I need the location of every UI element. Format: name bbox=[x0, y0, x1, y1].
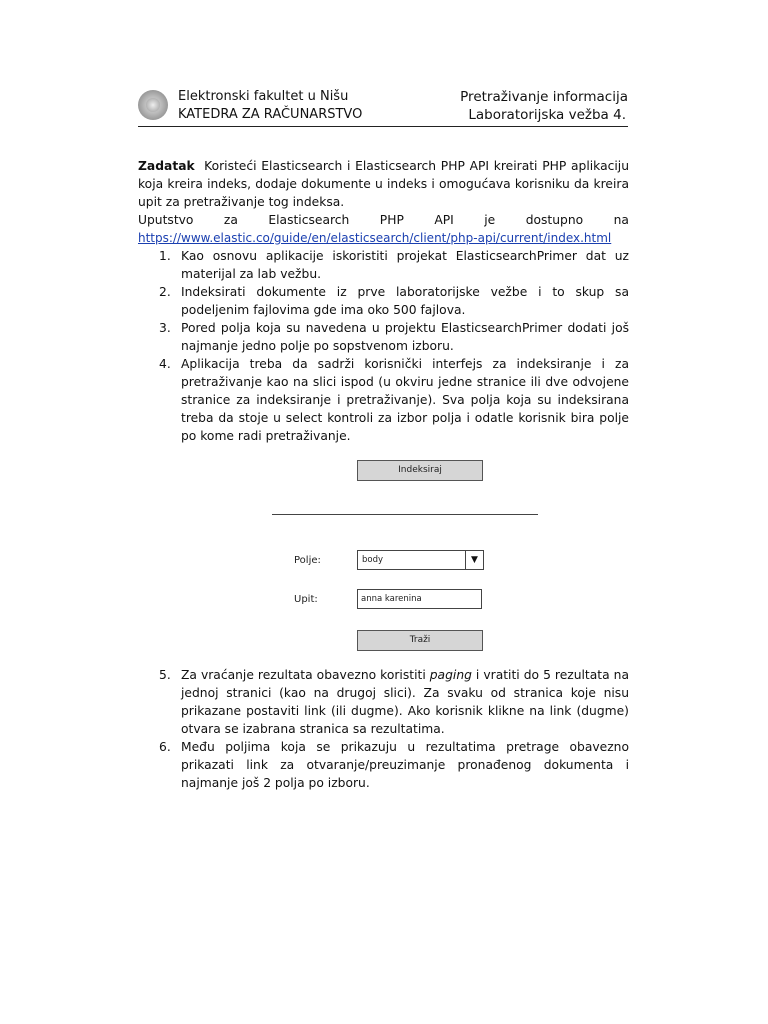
guide-word: na bbox=[613, 213, 629, 227]
guide-word: za bbox=[223, 213, 238, 227]
faculty-logo-icon bbox=[138, 90, 168, 120]
item-number: 4. bbox=[159, 357, 171, 371]
guide-line bbox=[138, 211, 629, 229]
item-text: Pored polja koja su navedena u projektu ElasticsearchPrimer dodati još najmanje jedno polje po sopstvenom izboru. bbox=[181, 321, 629, 353]
results-section bbox=[138, 666, 629, 792]
item-text-pre: Za vraćanje rezultata obavezno koristiti bbox=[181, 668, 430, 682]
search-button[interactable]: Traži bbox=[357, 630, 483, 651]
chevron-down-icon[interactable]: ▼ bbox=[465, 551, 483, 569]
guide-word: PHP bbox=[379, 213, 404, 227]
field-label: Polje: bbox=[294, 555, 321, 566]
course-name: Pretraživanje informacija bbox=[460, 89, 628, 105]
item-number: 3. bbox=[159, 321, 171, 335]
item-text: Aplikacija treba da sadrži korisnički interfejs za indeksiranje i za pretraživanje kao na slici ispod (u okviru jedne stranice ili dve odvojene stranice za indeksiranje i pretraživanje). Sva polja koja su indeksirana treba da stoje u select kontroli za izbor polja i odatle korisnik bira polje po kome radi pretraživanje. bbox=[181, 357, 629, 443]
item-text: Indeksirati dokumente iz prve laboratorijske vežbe i to skup sa podeljenim fajlovima gde ima oko 500 fajlova. bbox=[181, 285, 629, 317]
field-select-value: body bbox=[362, 555, 384, 565]
task-section bbox=[138, 157, 629, 445]
item-text-emphasis: paging bbox=[429, 668, 472, 682]
task-label: Zadatak bbox=[138, 159, 195, 173]
list-item bbox=[138, 738, 629, 792]
item-number: 6. bbox=[159, 740, 171, 754]
instructions-list-b bbox=[138, 666, 629, 792]
list-item bbox=[138, 247, 629, 283]
item-text-post: i vratiti do 5 rezultata na jednoj stranici (kao na drugoj slici). Za svaku od stranica koje nisu prikazane postaviti link (ili dugme). Ako korisnik klikne na link (dugme) otvara se izabrana stranica sa rezultatima. bbox=[181, 668, 629, 736]
document-header bbox=[138, 86, 628, 127]
lab-title: Laboratorijska vežba 4. bbox=[468, 107, 626, 123]
list-item bbox=[138, 319, 629, 355]
query-input[interactable] bbox=[357, 589, 482, 609]
item-text: Među poljima koja se prikazuju u rezultatima pretrage obavezno prikazati link za otvaranje/preuzimanje pronađenog dokumenta i najmanje još 2 polja po izboru. bbox=[181, 740, 629, 790]
course-block bbox=[460, 88, 628, 124]
department-name: KATEDRA ZA RAČUNARSTVO bbox=[178, 107, 363, 122]
field-select[interactable] bbox=[357, 550, 484, 570]
item-number: 1. bbox=[159, 249, 171, 263]
query-input-value: anna karenina bbox=[361, 594, 422, 604]
item-number: 2. bbox=[159, 285, 171, 299]
instructions-list-a bbox=[138, 247, 629, 445]
list-item bbox=[138, 283, 629, 319]
guide-word: Elasticsearch bbox=[268, 213, 350, 227]
guide-word: dostupno bbox=[525, 213, 584, 227]
item-number: 5. bbox=[159, 668, 171, 682]
guide-word: Uputstvo bbox=[138, 213, 194, 227]
guide-word: API bbox=[434, 213, 454, 227]
task-text: Koristeći Elasticsearch i Elasticsearch PHP API kreirati PHP aplikaciju koja kreira indeks, dodaje dokumente u indeks i omogućava korisniku da kreira upit za pretraživanje tog indeksa. bbox=[138, 159, 629, 209]
faculty-name: Elektronski fakultet u Nišu bbox=[178, 89, 349, 104]
guide-word: je bbox=[484, 213, 496, 227]
ui-mockup bbox=[270, 459, 540, 654]
task-paragraph bbox=[138, 157, 629, 211]
index-button[interactable]: Indeksiraj bbox=[357, 460, 483, 481]
institution-block bbox=[178, 88, 362, 124]
query-label: Upit: bbox=[294, 594, 318, 605]
list-item bbox=[138, 666, 629, 738]
list-item bbox=[138, 355, 629, 445]
mockup-divider bbox=[272, 514, 538, 515]
item-text: Kao osnovu aplikacije iskoristiti projekat ElasticsearchPrimer dat uz materijal za lab vežbu. bbox=[181, 249, 629, 281]
elastic-php-api-link[interactable]: https://www.elastic.co/guide/en/elasticsearch/client/php-api/current/index.html bbox=[138, 231, 612, 245]
